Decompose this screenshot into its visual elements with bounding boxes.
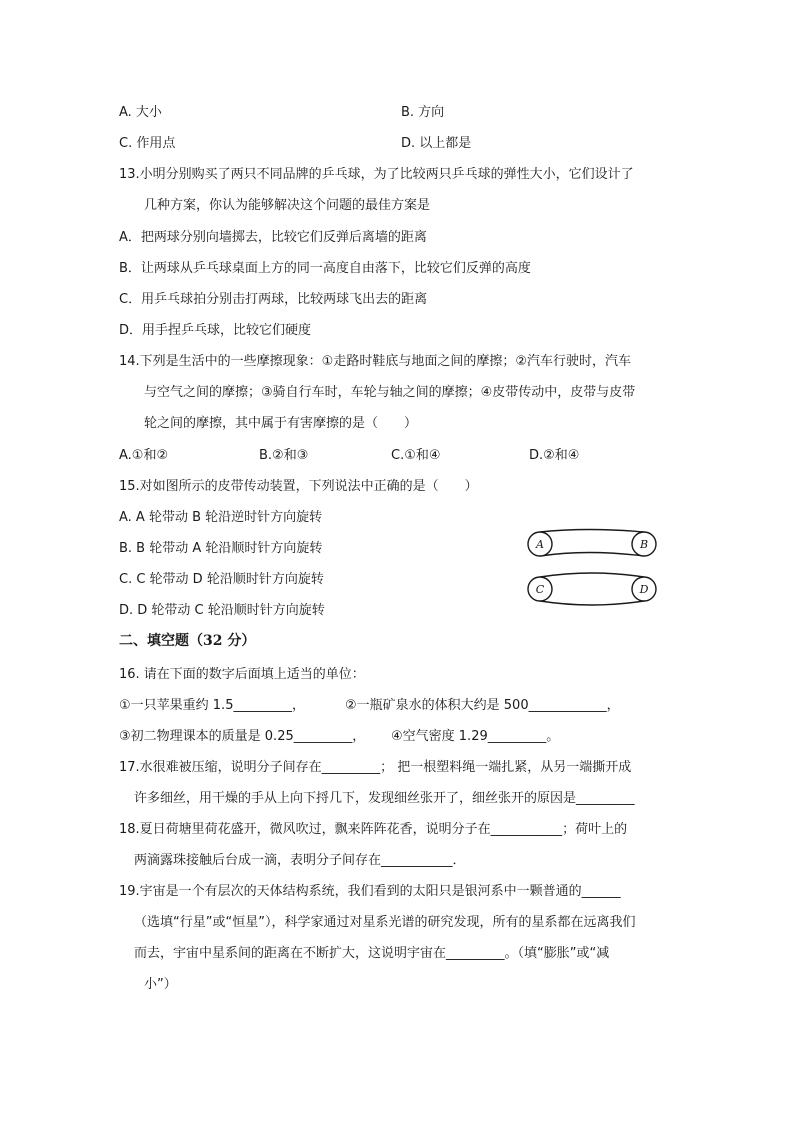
belt-cd	[540, 573, 644, 605]
q16-item-1: ①一只苹果重约 1.5_________，	[119, 698, 305, 713]
belt-ab	[540, 530, 644, 557]
q19-line3: 而去，宇宙中星系间的距离在不断扩大，这说明宇宙在_________。（填“膨胀”或“减	[134, 946, 610, 961]
q15-stem: 15.对如图所示的皮带传动装置，下列说法中正确的是（ ）	[119, 479, 478, 494]
q19-line4: 小”）	[144, 977, 177, 992]
wheel-d-label: D	[639, 583, 649, 596]
q14-option-d: D.②和④	[529, 448, 580, 463]
q17-line1: 17.水很难被压缩，说明分子间存在_________； 把一根塑料绳一端扎紧，从另一端撕开成	[119, 760, 632, 775]
q13-option-a: A．把两球分别向墙掷去，比较它们反弹后离墙的距离	[119, 230, 427, 245]
q12-option-b: B. 方向	[401, 105, 445, 120]
q14-stem-line2: 与空气之间的摩擦；③骑自行车时，车轮与轴之间的摩擦；④皮带传动中，皮带与皮带	[144, 385, 636, 400]
section-heading: 二、填空题（32 分）	[119, 633, 256, 649]
q12-option-d: D. 以上都是	[401, 136, 472, 151]
q15-option-b: B. B 轮带动 A 轮沿顺时针方向旋转	[119, 541, 323, 556]
wheel-c-label: C	[535, 583, 545, 596]
q15-option-c: C. C 轮带动 D 轮沿顺时针方向旋转	[119, 572, 324, 587]
q15-option-d: D. D 轮带动 C 轮沿顺时针方向旋转	[119, 603, 325, 618]
q12-option-c: C. 作用点	[119, 136, 176, 151]
q12-option-a: A. 大小	[119, 105, 162, 120]
q16-item-4: ④空气密度 1.29_________。	[391, 729, 560, 744]
q18-line2: 两滴露珠接触后台成一滴，表明分子间存在___________．	[134, 853, 466, 868]
q13-stem-line1: 13.小明分别购买了两只不同品牌的乒乓球，为了比较两只乒乓球的弹性大小，它们设计了	[119, 167, 634, 182]
q19-line1: 19.宇宙是一个有层次的天体结构系统，我们看到的太阳只是银河系中一颗普通的______	[119, 884, 621, 899]
wheel-a-label: A	[536, 538, 544, 551]
belt-drive-diagram	[520, 525, 670, 615]
q18-line1: 18.夏日荷塘里荷花盛开，微风吹过，飘来阵阵花香，说明分子在___________；荷叶上的	[119, 822, 628, 837]
q14-option-a: A.①和②	[119, 448, 169, 463]
q13-stem-line2: 几种方案，你认为能够解决这个问题的最佳方案是	[144, 198, 431, 213]
q13-option-b: B．让两球从乒乓球桌面上方的同一高度自由落下，比较它们反弹的高度	[119, 261, 531, 276]
q14-option-c: C.①和④	[391, 448, 441, 463]
q16-item-2: ②一瓶矿泉水的体积大约是 500____________，	[345, 698, 620, 713]
q13-option-d: D．用手捏乒乓球，比较它们硬度	[119, 323, 312, 338]
q15-option-a: A. A 轮带动 B 轮沿逆时针方向旋转	[119, 510, 323, 525]
q14-option-b: B.②和③	[259, 448, 309, 463]
q14-stem-line1: 14.下列是生活中的一些摩擦现象：①走路时鞋底与地面之间的摩擦；②汽车行驶时，汽车	[119, 354, 631, 369]
q13-option-c: C．用乒乓球拍分别击打两球，比较两球飞出去的距离	[119, 292, 428, 307]
wheel-b-label: B	[639, 538, 649, 551]
q16-stem: 16. 请在下面的数字后面填上适当的单位：	[119, 667, 365, 682]
q17-line2: 许多细丝，用干燥的手从上向下捋几下，发现细丝张开了，细丝张开的原因是_________	[134, 791, 635, 806]
q16-item-3: ③初二物理课本的质量是 0.25_________，	[119, 729, 366, 744]
q19-line2: （选填“行星”或“恒星”），科学家通过对星系光谱的研究发现，所有的星系都在远离我们	[134, 915, 636, 930]
q14-stem-line3: 轮之间的摩擦，其中属于有害摩擦的是（ ）	[144, 416, 418, 431]
